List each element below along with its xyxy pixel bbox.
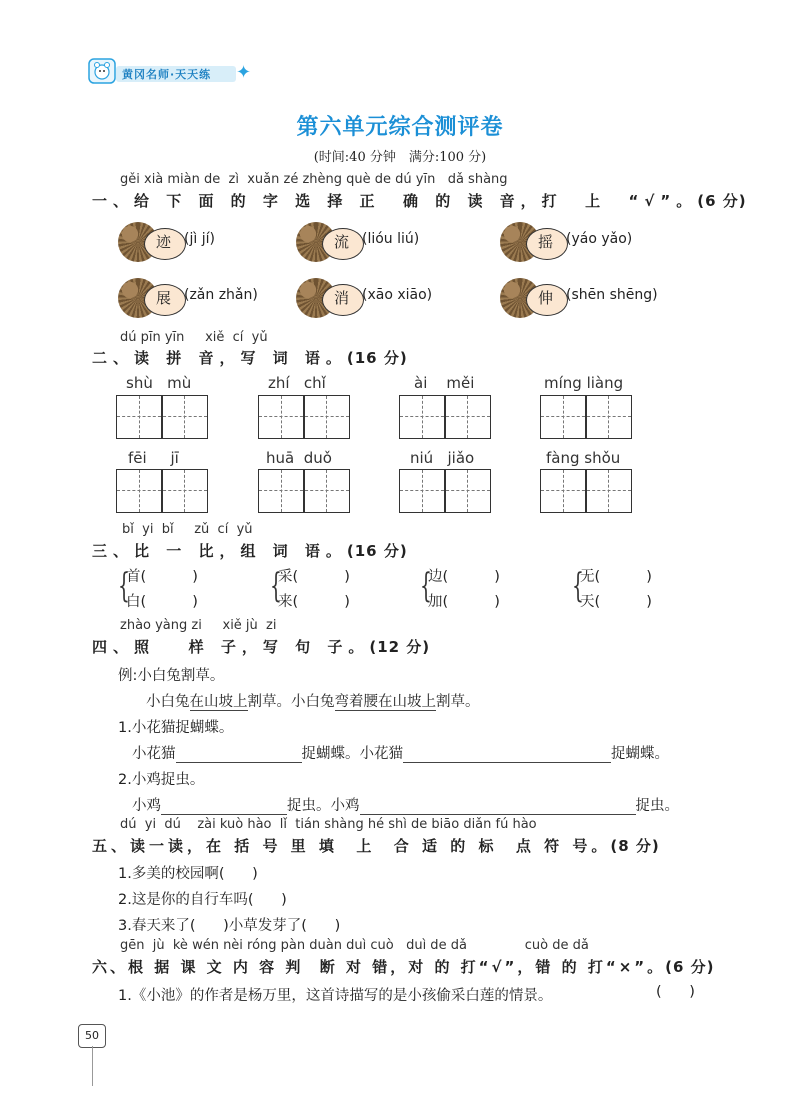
word-pinyin: zhí chǐ [268,374,326,392]
brand-logo [88,56,258,92]
writing-grid[interactable] [258,395,350,439]
s3-heading-text: 三、比 一 比，组 词 语。 [92,542,347,560]
item-char: 伸 [538,289,554,307]
word-pinyin: shù mù [126,374,192,392]
hedgehog-item-6 [500,276,658,320]
s4-points: (12 分) [369,638,431,656]
example-underlined: 在山坡上 [189,694,248,710]
example-part: 割草。 [436,694,480,710]
writing-grid[interactable] [116,395,208,439]
example-sentence [146,690,480,711]
answer-text: 小鸡 [132,798,161,814]
s4-answer-line-1 [132,742,669,763]
s2-pinyin: dú pīn yīn xiě cí yǔ [120,330,268,345]
answer-blank[interactable] [360,796,636,815]
s3-pinyin: bǐ yi bǐ zǔ cí yǔ [122,522,253,537]
answer-text: 捉蝴蝶。小花猫 [301,746,403,762]
answer-text: 捉虫。 [635,798,679,814]
word-pinyin: fàng shǒu [546,449,621,467]
item-options[interactable]: (jì jí) [184,231,215,247]
word-pinyin: huā duǒ [266,449,332,467]
writing-grid[interactable] [540,469,632,513]
writing-grid[interactable] [399,395,491,439]
s1-points: (6 分) [697,192,747,210]
answer-blank[interactable] [403,744,611,763]
pair-top: 采( ) [278,569,350,585]
item-char: 迹 [156,233,172,251]
s3-heading [92,540,408,561]
item-char: 摇 [538,233,554,251]
sparkle-icon: ✦ [236,62,252,83]
word-pinyin: ài měi [414,374,475,392]
example-label: 例:小白兔割草。 [118,668,225,684]
s4-question-2: 2.小鸡捉虫。 [118,772,205,788]
word-pinyin: fēi jī [128,449,179,467]
writing-grid[interactable] [116,469,208,513]
s3-points: (16 分) [346,542,408,560]
s5-pinyin: dú yi dú zài kuò hào lǐ tián shàng hé shì de biāo diǎn fú hào [120,817,537,832]
item-options[interactable]: (yáo yǎo) [566,231,633,247]
item-char: 流 [334,233,350,251]
example-part: 割草。小白兔 [247,694,335,710]
pair-top: 首( ) [126,569,198,585]
word-pinyin: míng liàng [544,374,624,392]
s2-points: (16 分) [346,349,408,367]
s4-heading-text: 四、照 样 子，写 句 子。 [92,638,370,656]
writing-grid[interactable] [540,395,632,439]
s5-points: (8 分) [610,837,660,855]
answer-blank[interactable] [176,744,302,763]
brace-icon: { [572,566,584,606]
word-pair-3[interactable] [428,565,500,615]
word-pair-2[interactable] [278,565,350,615]
answer-blank[interactable] [161,796,287,815]
s2-heading-text: 二、读 拼 音，写 词 语。 [92,349,347,367]
hedgehog-item-4 [118,276,258,320]
answer-text: 捉虫。小鸡 [287,798,360,814]
judge-answer-paren[interactable]: ( ) [656,984,695,1000]
hedgehog-item-5 [296,276,433,320]
brace-icon: { [420,566,432,606]
item-options[interactable]: (shēn shēng) [566,287,658,303]
answer-text: 捉蝴蝶。 [611,746,669,762]
item-options[interactable]: (lióu liú) [362,231,420,247]
s1-heading-text: 一、给 下 面 的 字 选 择 正 确 的 读 音，打 上 “√”。 [92,192,698,210]
page-title: 第六单元综合测评卷 [296,115,504,140]
item-options[interactable]: (zǎn zhǎn) [184,287,258,303]
s6-points: (6 分) [665,958,715,976]
hedgehog-item-2 [296,220,420,264]
item-options[interactable]: (xāo xiāo) [362,287,433,303]
pair-bottom: 加( ) [428,594,500,610]
answer-text: 小花猫 [132,746,176,762]
judge-question-1: 1.《小池》的作者是杨万里，这首诗描写的是小孩偷采白莲的情景。 [118,988,553,1004]
pair-bottom: 天( ) [580,594,652,610]
hedgehog-item-1 [118,220,215,264]
s6-pinyin: gēn jù kè wén nèi róng pàn duàn duì cuò duì de dǎ cuò de dǎ [120,938,589,953]
punctuation-item[interactable]: 1.多美的校园啊( ) [118,866,258,882]
s1-heading [92,190,747,211]
s5-heading-text: 五、读一读，在 括 号 里 填 上 合 适 的 标 点 符 号。 [92,837,611,855]
pair-top: 边( ) [428,569,500,585]
exam-info: (时间:40 分钟 满分:100 分) [313,150,487,165]
hedgehog-item-3 [500,220,633,264]
s1-pinyin: gěi xià miàn de zì xuǎn zé zhèng què de dú yīn dǎ shàng [120,172,508,187]
page-divider [92,1046,93,1086]
punctuation-item[interactable]: 2.这是你的自行车吗( ) [118,892,287,908]
s4-answer-line-2 [132,794,679,815]
s4-pinyin: zhào yàng zi xiě jù zi [120,618,277,633]
pair-bottom: 来( ) [278,594,350,610]
s6-heading [92,956,715,977]
brand-name: 黄冈名师·天天练 [122,68,212,81]
example-part: 小白兔 [146,694,190,710]
bear-logo-icon [88,56,118,86]
item-char: 消 [334,289,350,307]
item-char: 展 [156,289,172,307]
s4-question-1: 1.小花猫捉蝴蝶。 [118,720,234,736]
s5-heading [92,835,660,856]
writing-grid[interactable] [258,469,350,513]
pair-bottom: 白( ) [126,594,198,610]
word-pair-4[interactable] [580,565,652,615]
writing-grid[interactable] [399,469,491,513]
word-pinyin: niú jiǎo [410,449,475,467]
brace-icon: { [270,566,282,606]
s2-heading [92,347,408,368]
example-underlined: 弯着腰在山坡上 [334,694,436,710]
page-number: 50 [78,1024,106,1048]
word-pair-1[interactable] [126,565,198,615]
punctuation-item[interactable]: 3.春天来了( )小草发芽了( ) [118,918,341,934]
s6-heading-text: 六、根 据 课 文 内 容 判 断 对 错，对 的 打“√”，错 的 打“×”。 [92,958,666,976]
pair-top: 无( ) [580,569,652,585]
brace-icon: { [118,566,130,606]
s4-heading [92,636,430,657]
